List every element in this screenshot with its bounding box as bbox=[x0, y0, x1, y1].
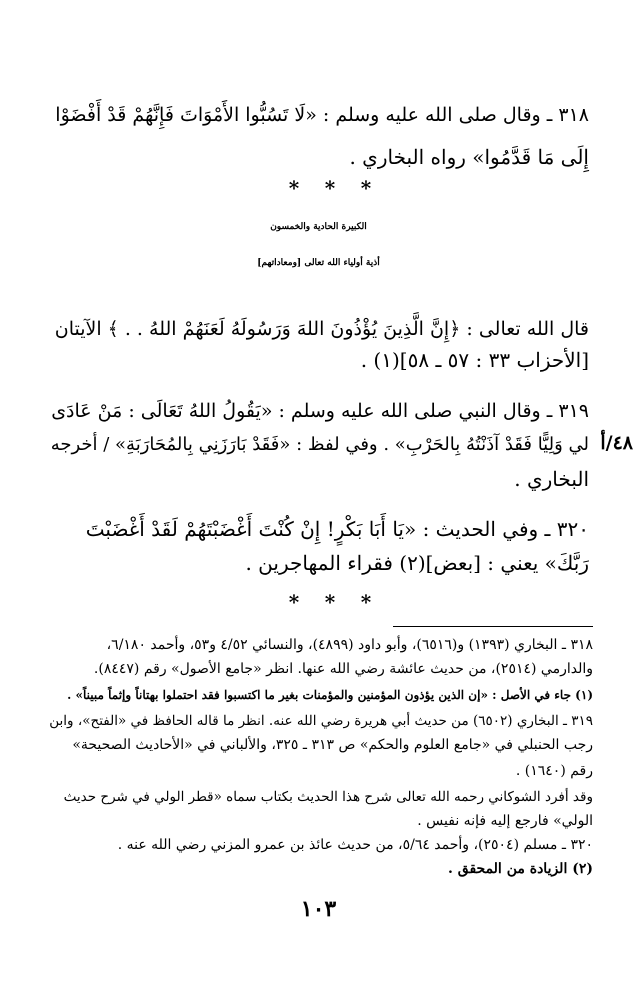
hadith-319-line-2: لي وَلِيًّا فَقَدْ آذَنْتُهُ بِالحَرْبِ» . وفي لفظ : «فَقَدْ بَارَزَنِي بِالمُحَارَبَةِ» / أخرجه bbox=[50, 434, 589, 455]
footnote-319-line-5: الولي» فارجع إليه فإنه نفيس . bbox=[417, 813, 593, 829]
section-separator bbox=[277, 176, 385, 200]
footnote-318-line-2: والدارمي (٢٥١٤)، من حديث عائشة رضي الله عنها. انظر «جامع الأصول» رقم (٨٤٤٧). bbox=[93, 661, 593, 677]
footnote-319-line-2: رجب الحنبلي في «جامع العلوم والحكم» ص ٣١٣ ـ ٣٢٥، والألباني في «الأحاديث الصحيحة» bbox=[72, 737, 593, 753]
separator-star: * bbox=[324, 176, 338, 200]
hadith-318-line-2: إِلَى مَا قَدَّمُوا» رواه البخاري . bbox=[349, 145, 589, 169]
hadith-319-line-1: ٣١٩ ـ وقال النبي صلى الله عليه وسلم : «يَقُولُ اللهُ تَعَالَى : مَنْ عَادَى bbox=[51, 400, 589, 422]
separator-star: * bbox=[324, 590, 338, 614]
hadith-320-line-2: رَبَّكَ» يعني : [بعض](٢) فقراء المهاجرين . bbox=[245, 551, 589, 575]
manuscript-folio-marker: ٤٨/أ bbox=[600, 432, 633, 454]
footnote-divider bbox=[393, 626, 593, 627]
hadith-318-line-1: ٣١٨ ـ وقال صلى الله عليه وسلم : «لَا تَسُبُّوا الأَمْوَاتَ فَإِنَّهُمْ قَدْ أَفْضَوْا bbox=[55, 104, 589, 126]
footnote-319-line-3: رقم (١٦٤٠) . bbox=[515, 763, 593, 779]
separator-star: * bbox=[360, 176, 374, 200]
quran-verse-line-2: [الأحزاب ٣٣ : ٥٧ ـ ٥٨](١) . bbox=[360, 348, 589, 372]
footnote-note-2: (٢) الزيادة من المحقق . bbox=[448, 861, 593, 877]
footnote-318-line-1: ٣١٨ ـ البخاري (١٣٩٣) و(٦٥١٦)، وأبو داود (٤٨٩٩)، والنسائي ٤/٥٢ و٥٣، وأحمد ٦/١٨٠، bbox=[106, 637, 593, 653]
section-separator bbox=[277, 590, 385, 614]
hadith-320-line-1: ٣٢٠ ـ وفي الحديث : «يَا أَبَا بَكْرٍ! إِنْ كُنْتَ أَغْضَبْتَهُمْ لَقَدْ أَغْضَبْتَ bbox=[85, 517, 589, 541]
page-number: ١٠٣ bbox=[300, 896, 337, 922]
separator-star: * bbox=[360, 590, 374, 614]
separator-star: * bbox=[288, 176, 302, 200]
hadith-319-line-3: البخاري . bbox=[514, 467, 589, 491]
footnote-319-line-4: وقد أفرد الشوكاني رحمه الله تعالى شرح هذا الحديث بكتاب سماه «قطر الولي في شرح حديث bbox=[63, 789, 593, 805]
chapter-title: الكبيرة الحادية والخمسون bbox=[270, 222, 367, 232]
footnote-319-line-1: ٣١٩ ـ البخاري (٦٥٠٢) من حديث أبي هريرة رضي الله عنه. انظر ما قاله الحافظ في «الفتح»، وابن bbox=[49, 713, 593, 729]
footnote-320: ٣٢٠ ـ مسلم (٢٥٠٤)، وأحمد ٥/٦٤، من حديث عائذ بن عمرو المزني رضي الله عنه . bbox=[117, 837, 593, 853]
chapter-subtitle: أذية أولياء الله تعالى [ومعاداتهم] bbox=[257, 258, 380, 268]
quran-verse-line-1: قال الله تعالى : ﴿إِنَّ الَّذِينَ يُؤْذُونَ اللهَ وَرَسُولَهُ لَعَنَهُمْ اللهُ . . ﴾ الآيتان bbox=[54, 318, 589, 340]
separator-star: * bbox=[288, 590, 302, 614]
footnote-note-1: (١) جاء في الأصل : «إن الذين يؤذون المؤمنين والمؤمنات بغير ما اكتسبوا فقد احتملوا بهتاناً وإثماً مبيناً» . bbox=[67, 688, 593, 702]
